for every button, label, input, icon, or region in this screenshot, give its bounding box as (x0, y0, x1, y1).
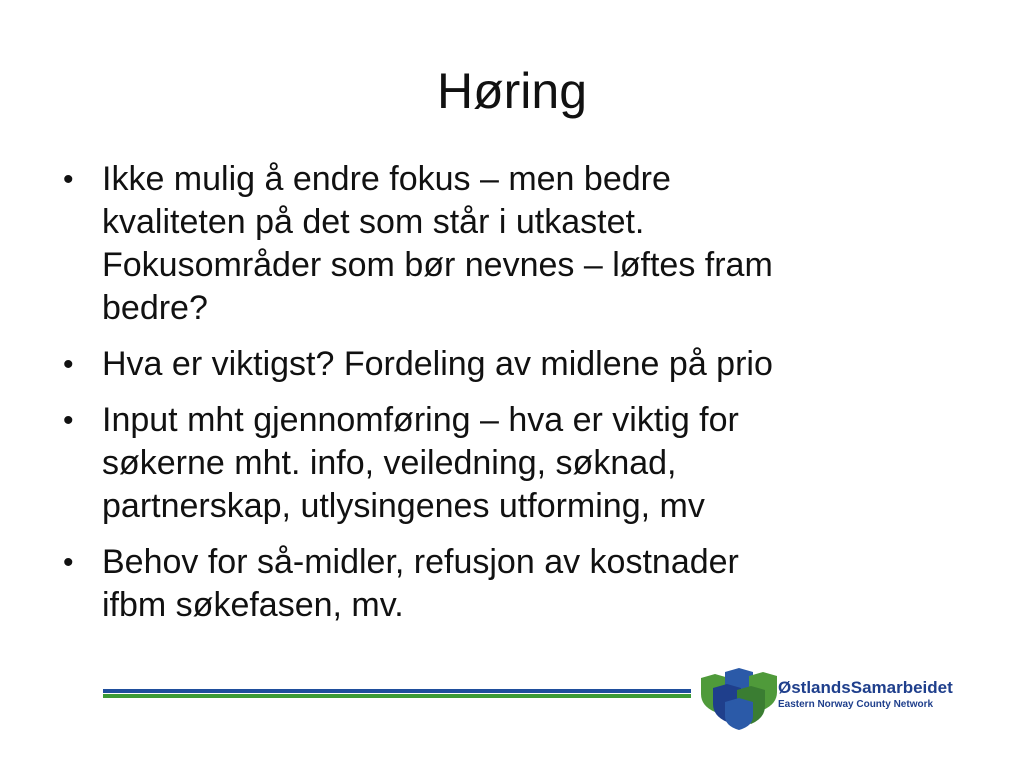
bullet-marker: • (63, 546, 74, 579)
logo-name: ØstlandsSamarbeidet (778, 678, 953, 697)
bullet-line: Input mht gjennomføring – hva er viktig for (102, 401, 739, 439)
bullet-line: Behov for så-midler, refusjon av kostnader (102, 543, 739, 581)
footer-line-green (103, 694, 691, 698)
bullet-list (60, 158, 960, 640)
shield-cluster-logo-icon (698, 668, 780, 730)
bullet-item (60, 158, 960, 330)
bullet-line: Ikke mulig å endre fokus – men bedre (102, 160, 671, 198)
bullet-marker: • (63, 404, 74, 437)
bullet-marker: • (63, 348, 74, 381)
footer-divider (103, 689, 691, 699)
bullet-line: Hva er viktigst? Fordeling av midlene på prio (102, 345, 773, 383)
organization-logo (698, 668, 988, 730)
bullet-item (60, 399, 960, 528)
logo-subtitle: Eastern Norway County Network (778, 699, 934, 710)
bullet-marker: • (63, 163, 74, 196)
bullet-line: søkerne mht. info, veiledning, søknad, (102, 444, 677, 482)
bullet-item (60, 343, 960, 386)
bullet-line: bedre? (102, 289, 208, 327)
slide-title: Høring (436, 63, 588, 119)
bullet-item (60, 541, 960, 627)
bullet-line: kvaliteten på det som står i utkastet. (102, 203, 645, 241)
bullet-line: ifbm søkefasen, mv. (102, 586, 404, 624)
bullet-line: partnerskap, utlysingenes utforming, mv (102, 487, 705, 525)
bullet-line: Fokusområder som bør nevnes – løftes fram (102, 246, 773, 284)
footer-line-blue (103, 689, 691, 693)
